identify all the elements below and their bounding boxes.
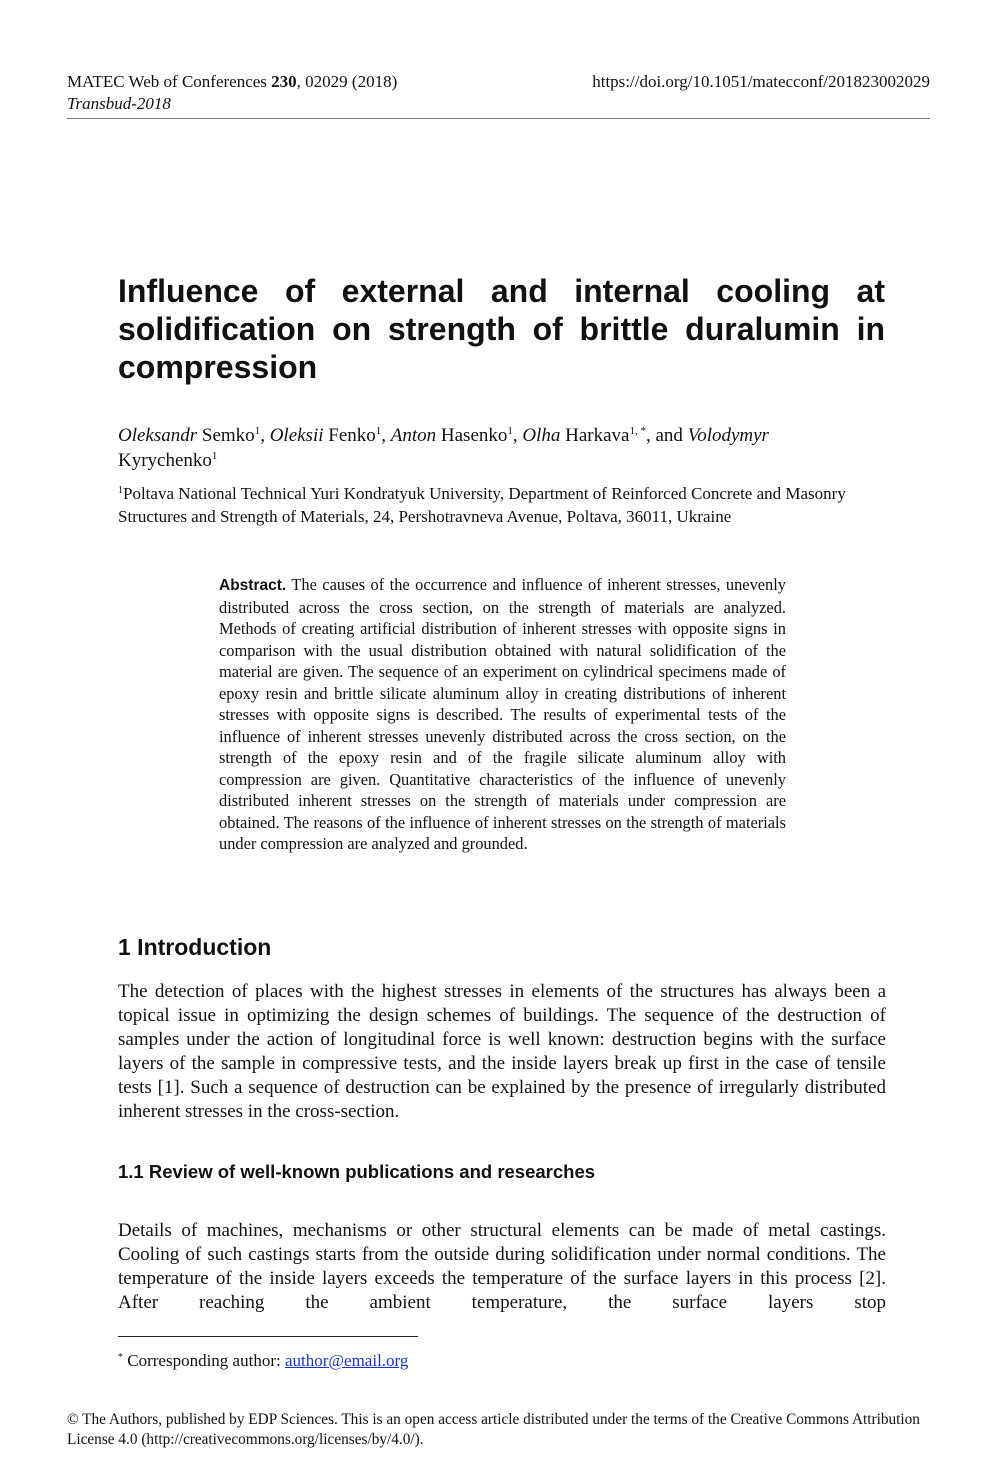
paper-title: Influence of external and internal cooling at solidification on strength of brittle duralumin in compression <box>118 273 885 385</box>
doi-link[interactable]: https://doi.org/10.1051/matecconf/201823002029 <box>592 72 930 91</box>
footnote-label: Corresponding author: <box>127 1351 281 1370</box>
journal-line <box>67 71 397 93</box>
review-paragraph: Details of machines, mechanisms or other structural elements can be made of metal castings. Cooling of such castings starts from the outside during solidification under normal conditions. The temperature of the inside layers exceeds the temperature of the surface layers in this process [2]. After reaching the ambient temperature, the surface layers stop <box>118 1220 886 1313</box>
license-notice: © The Authors, published by EDP Sciences. This is an open access article distributed under the terms of the Creative Commons Attribution License 4.0 (http://creativecommons.org/licenses/by/4.0/). <box>67 1411 920 1448</box>
affiliation-text: Poltava National Technical Yuri Kondratyuk University, Department of Reinforced Concrete and Masonry Structures and Strength of Materials, 24, Pershotravneva Avenue, Poltava, 36011, Ukraine <box>118 484 846 526</box>
affiliation <box>118 482 886 528</box>
header-divider <box>67 118 930 119</box>
author-first-name: Anton <box>390 425 437 446</box>
conference-name: Transbud-2018 <box>67 94 171 113</box>
footnote <box>118 1350 408 1372</box>
journal-volume: 230 <box>271 72 297 91</box>
introduction-paragraph: The detection of places with the highest stresses in elements of the structures has always been a topical issue in optimizing the design schemes of buildings. The sequence of the destruction of samples under the action of longitudinal force is well known: destruction begins with the surface layers of the sample in compressive tests, and the inside layers break up first in the case of tensile tests [1]. Such a sequence of destruction can be explained by the presence of irregularly distributed inherent stresses in the cross-section. <box>118 981 886 1122</box>
abstract <box>219 574 786 855</box>
abstract-label: Abstract. <box>219 577 287 594</box>
author-first-name: Volodymyr <box>687 425 769 446</box>
corresponding-email-link[interactable]: author@email.org <box>284 1351 409 1370</box>
footnote-divider <box>118 1336 418 1337</box>
subsection-heading-review: 1.1 Review of well-known publications and researches <box>118 1161 596 1182</box>
footnote-mark: * <box>118 1352 123 1363</box>
author-affiliation-mark: 1 <box>375 425 382 437</box>
article-info: , 02029 (2018) <box>296 72 398 91</box>
author-conjunction: and <box>655 425 683 446</box>
author-affiliation-mark: 1 <box>507 425 513 437</box>
page-header-left <box>67 71 397 115</box>
author-last-name: Hasenko <box>440 425 508 446</box>
author-last-name: Kyrychenko <box>118 450 212 471</box>
author-affiliation-mark: 1 <box>211 450 218 462</box>
author-first-name: Oleksandr <box>118 425 198 446</box>
author-last-name: Fenko <box>328 425 376 446</box>
author-first-name: Oleksii <box>269 425 324 446</box>
section-heading-introduction: 1 Introduction <box>118 934 272 960</box>
abstract-text: The causes of the occurrence and influence of inherent stresses, unevenly distributed across the cross section, on the strength of materials are analyzed. Methods of creating artificial distribution of inherent stresses with opposite signs in comparison with the usual distribution obtained with natural solidification of the material are given. The sequence of an experiment on cylindrical specimens made of epoxy resin and brittle silicate aluminum alloy in creating distributions of inherent stresses with opposite signs is described. The results of experimental tests of the influence of inherent stresses unevenly distributed across the cross section, on the strength of the epoxy resin and of the fragile silicate aluminum alloy with compression are given. Quantitative characteristics of the influence of unevenly distributed inherent stresses on the strength of materials under compression are obtained. The reasons of the influence of inherent stresses on the strength of materials under compression are analyzed and grounded. <box>219 575 786 853</box>
author-list: Oleksandr Semko$^1$, Oleksii Fenko$^1$, Anton Hasenko$^1$, Olha Harkava$^{1, *}$, and Volodymyr Kyrychenko$^1$ <box>118 425 769 471</box>
author-affiliation-mark: 1, * <box>629 425 646 437</box>
author-last-name: Semko <box>201 425 255 446</box>
author-first-name: Olha <box>522 425 561 446</box>
affiliation-mark: 1 <box>118 485 123 496</box>
journal-name: MATEC Web of Conferences <box>67 72 267 91</box>
author-last-name: Harkava <box>565 425 630 446</box>
author-affiliation-mark: 1 <box>254 425 261 437</box>
